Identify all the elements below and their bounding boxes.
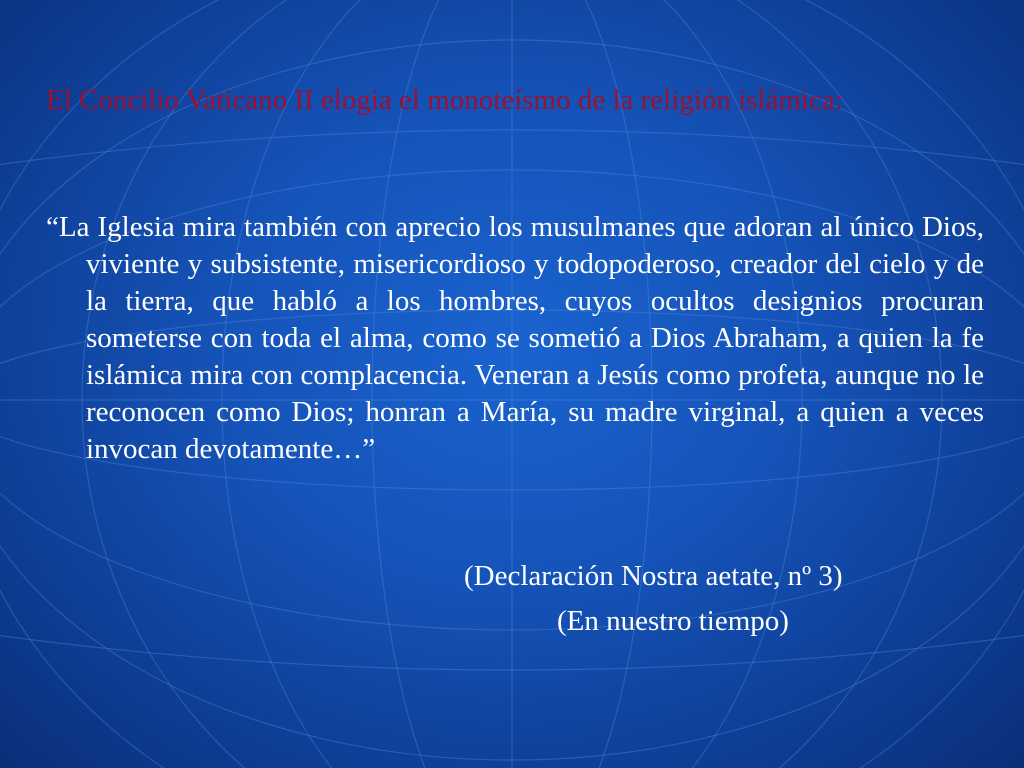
slide-quote: “La Iglesia mira también con aprecio los musulmanes que adoran al único Dios, viviente y subsistente, misericordioso y todopoderoso, creador del cielo y de la tierra, que habló a los hombres, cuyos ocultos designios procuran someterse con toda el alma, como se sometió a Dios Abraham, a quien la fe islámica mira con complacencia. Veneran a Jesús como profeta, aunque no le reconocen como Dios; honran a María, su madre virginal, a quien a veces invocan devotamente…” [46, 211, 984, 465]
slide-heading: El Concilio Vaticano II elogia el monoteísmo de la religión islámica: [46, 84, 843, 116]
slide-translation: (En nuestro tiempo) [557, 605, 789, 637]
slide-citation: (Declaración Nostra aetate, nº 3) [464, 560, 843, 592]
